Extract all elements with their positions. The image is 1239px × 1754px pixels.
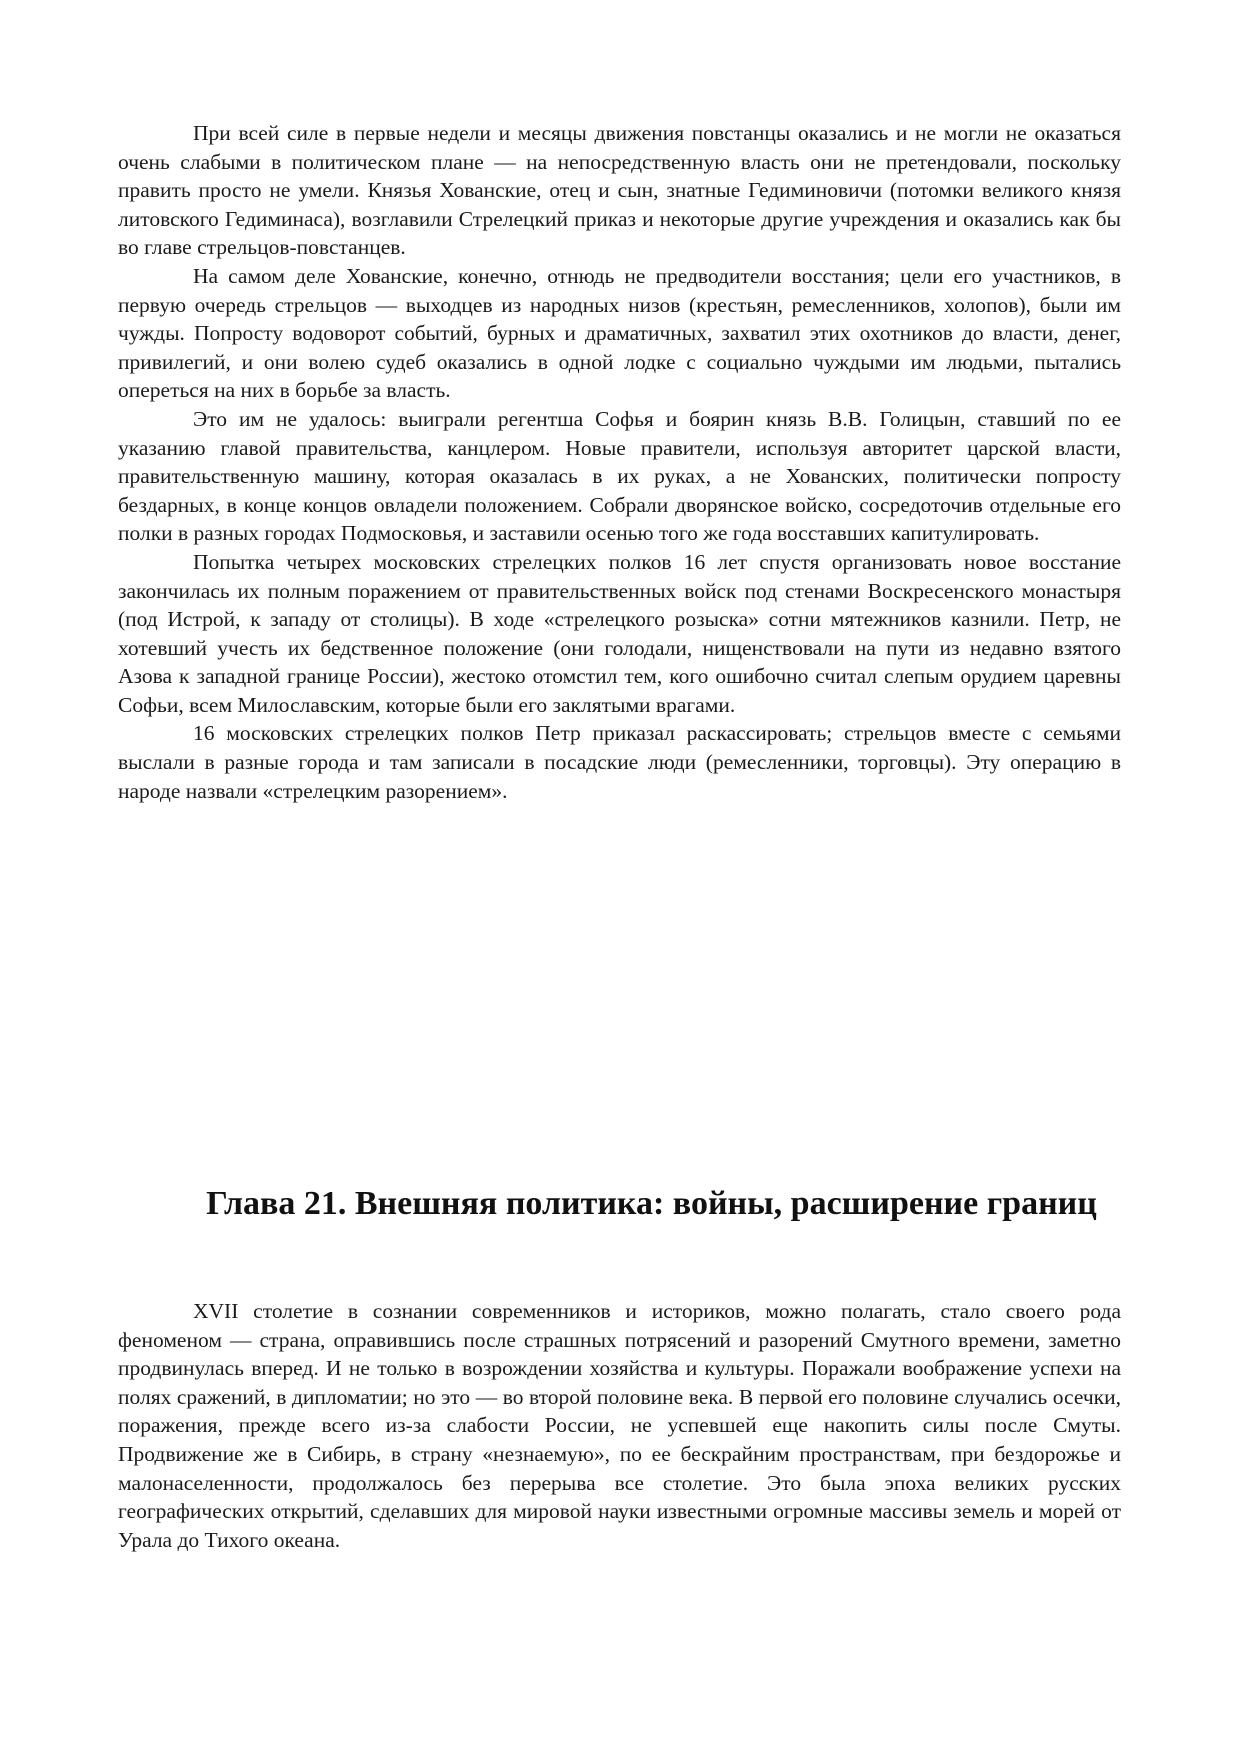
paragraph-seventeenth-century: XVII столетие в сознании современников и историков, можно полагать, стало своего рода феноменом — страна, оправившись после страшных потрясений и разорений Смутного времени, заметно продвинулась вперед. И не только в возрождении хозяйства и культуры. Поражали воображение успехи на полях сражений, в дипломатии; но это — во второй половине века. В первой его половине случались осечки, поражения, прежде всего из-за слабости России, не успевшей еще накопить силы после Смуты. Продвижение же в Сибирь, в страну «незнаемую», по ее бескрайним пространствам, при бездорожье и малонаселенности, продолжалось без перерыва все столетие. Это была эпоха великих русских географических открытий, сделавших для мировой науки известными огромные массивы земель и морей от Урала до Тихого океана. — [118, 1299, 1121, 1552]
paragraph-strelets-revolt: Попытка четырех московских стрелецких полков 16 лет спустя организовать новое восстание закончилась их полным поражением от правительственных войск под стенами Воскресенского монастыря (под Истрой, к западу от столицы). В ходе «стрелецкого розыска» сотни мятежников казнили. Петр, не хотевший учесть их бедственное положение (они голодали, нищенствовали на пути из недавно взятого Азова к западной границе России), жестоко отомстил тем, кого ошибочно считал слепым орудием царевны Софьи, всем Милославским, которые были его заклятыми врагами. — [118, 549, 1121, 717]
paragraph-strelets-disbanding: 16 московских стрелецких полков Петр приказал раскассировать; стрельцов вместе с семьями выслали в разные города и там записали в посадские люди (ремесленники, торговцы). Эту операцию в народе назвали «стрелецким разорением». — [118, 721, 1121, 803]
paragraph-khovansky-goals: На самом деле Хованские, конечно, отнюдь не предводители восстания; цели его участников, в первую очередь стрельцов — выходцев из народных низов (крестьян, ремесленников, холопов), были им чужды. Попросту водоворот событий, бурных и драматичных, захватил этих охотников до власти, денег, привилегий, и они волею судеб оказались в одной лодке с социально чуждыми им людьми, пытались опереться на них в борьбе за власть. — [118, 263, 1121, 403]
paragraph-sofya-victory: Это им не удалось: выиграли регентша Софья и боярин князь В.В. Голицын, ставший по ее указанию главой правительства, канцлером. Новые правители, используя авторитет царской власти, правительственную машину, которая оказалась в их руках, а не Хованских, политически попросту бездарных, в конце концов овладели положением. Собрали дворянское войско, сосредоточив отдельные его полки в разных городах Подмосковья, и заставили осенью того же года восставших капитулировать. — [118, 406, 1121, 546]
body-text-bottom — [118, 1297, 1121, 1554]
body-text-top — [118, 119, 1121, 805]
chapter-title: Глава 21. Внешняя политика: войны, расширение границ — [206, 1185, 1097, 1222]
paragraph-khovansky-weakness: При всей силе в первые недели и месяцы движения повстанцы оказались и не могли не оказаться очень слабыми в политическом плане — на непосредственную власть они не претендовали, поскольку править просто не умели. Князья Хованские, отец и сын, знатные Гедиминовичи (потомки великого князя литовского Гедиминаса), возглавили Стрелецкий приказ и некоторые другие учреждения и оказались как бы во главе стрельцов-повстанцев. — [118, 121, 1121, 260]
